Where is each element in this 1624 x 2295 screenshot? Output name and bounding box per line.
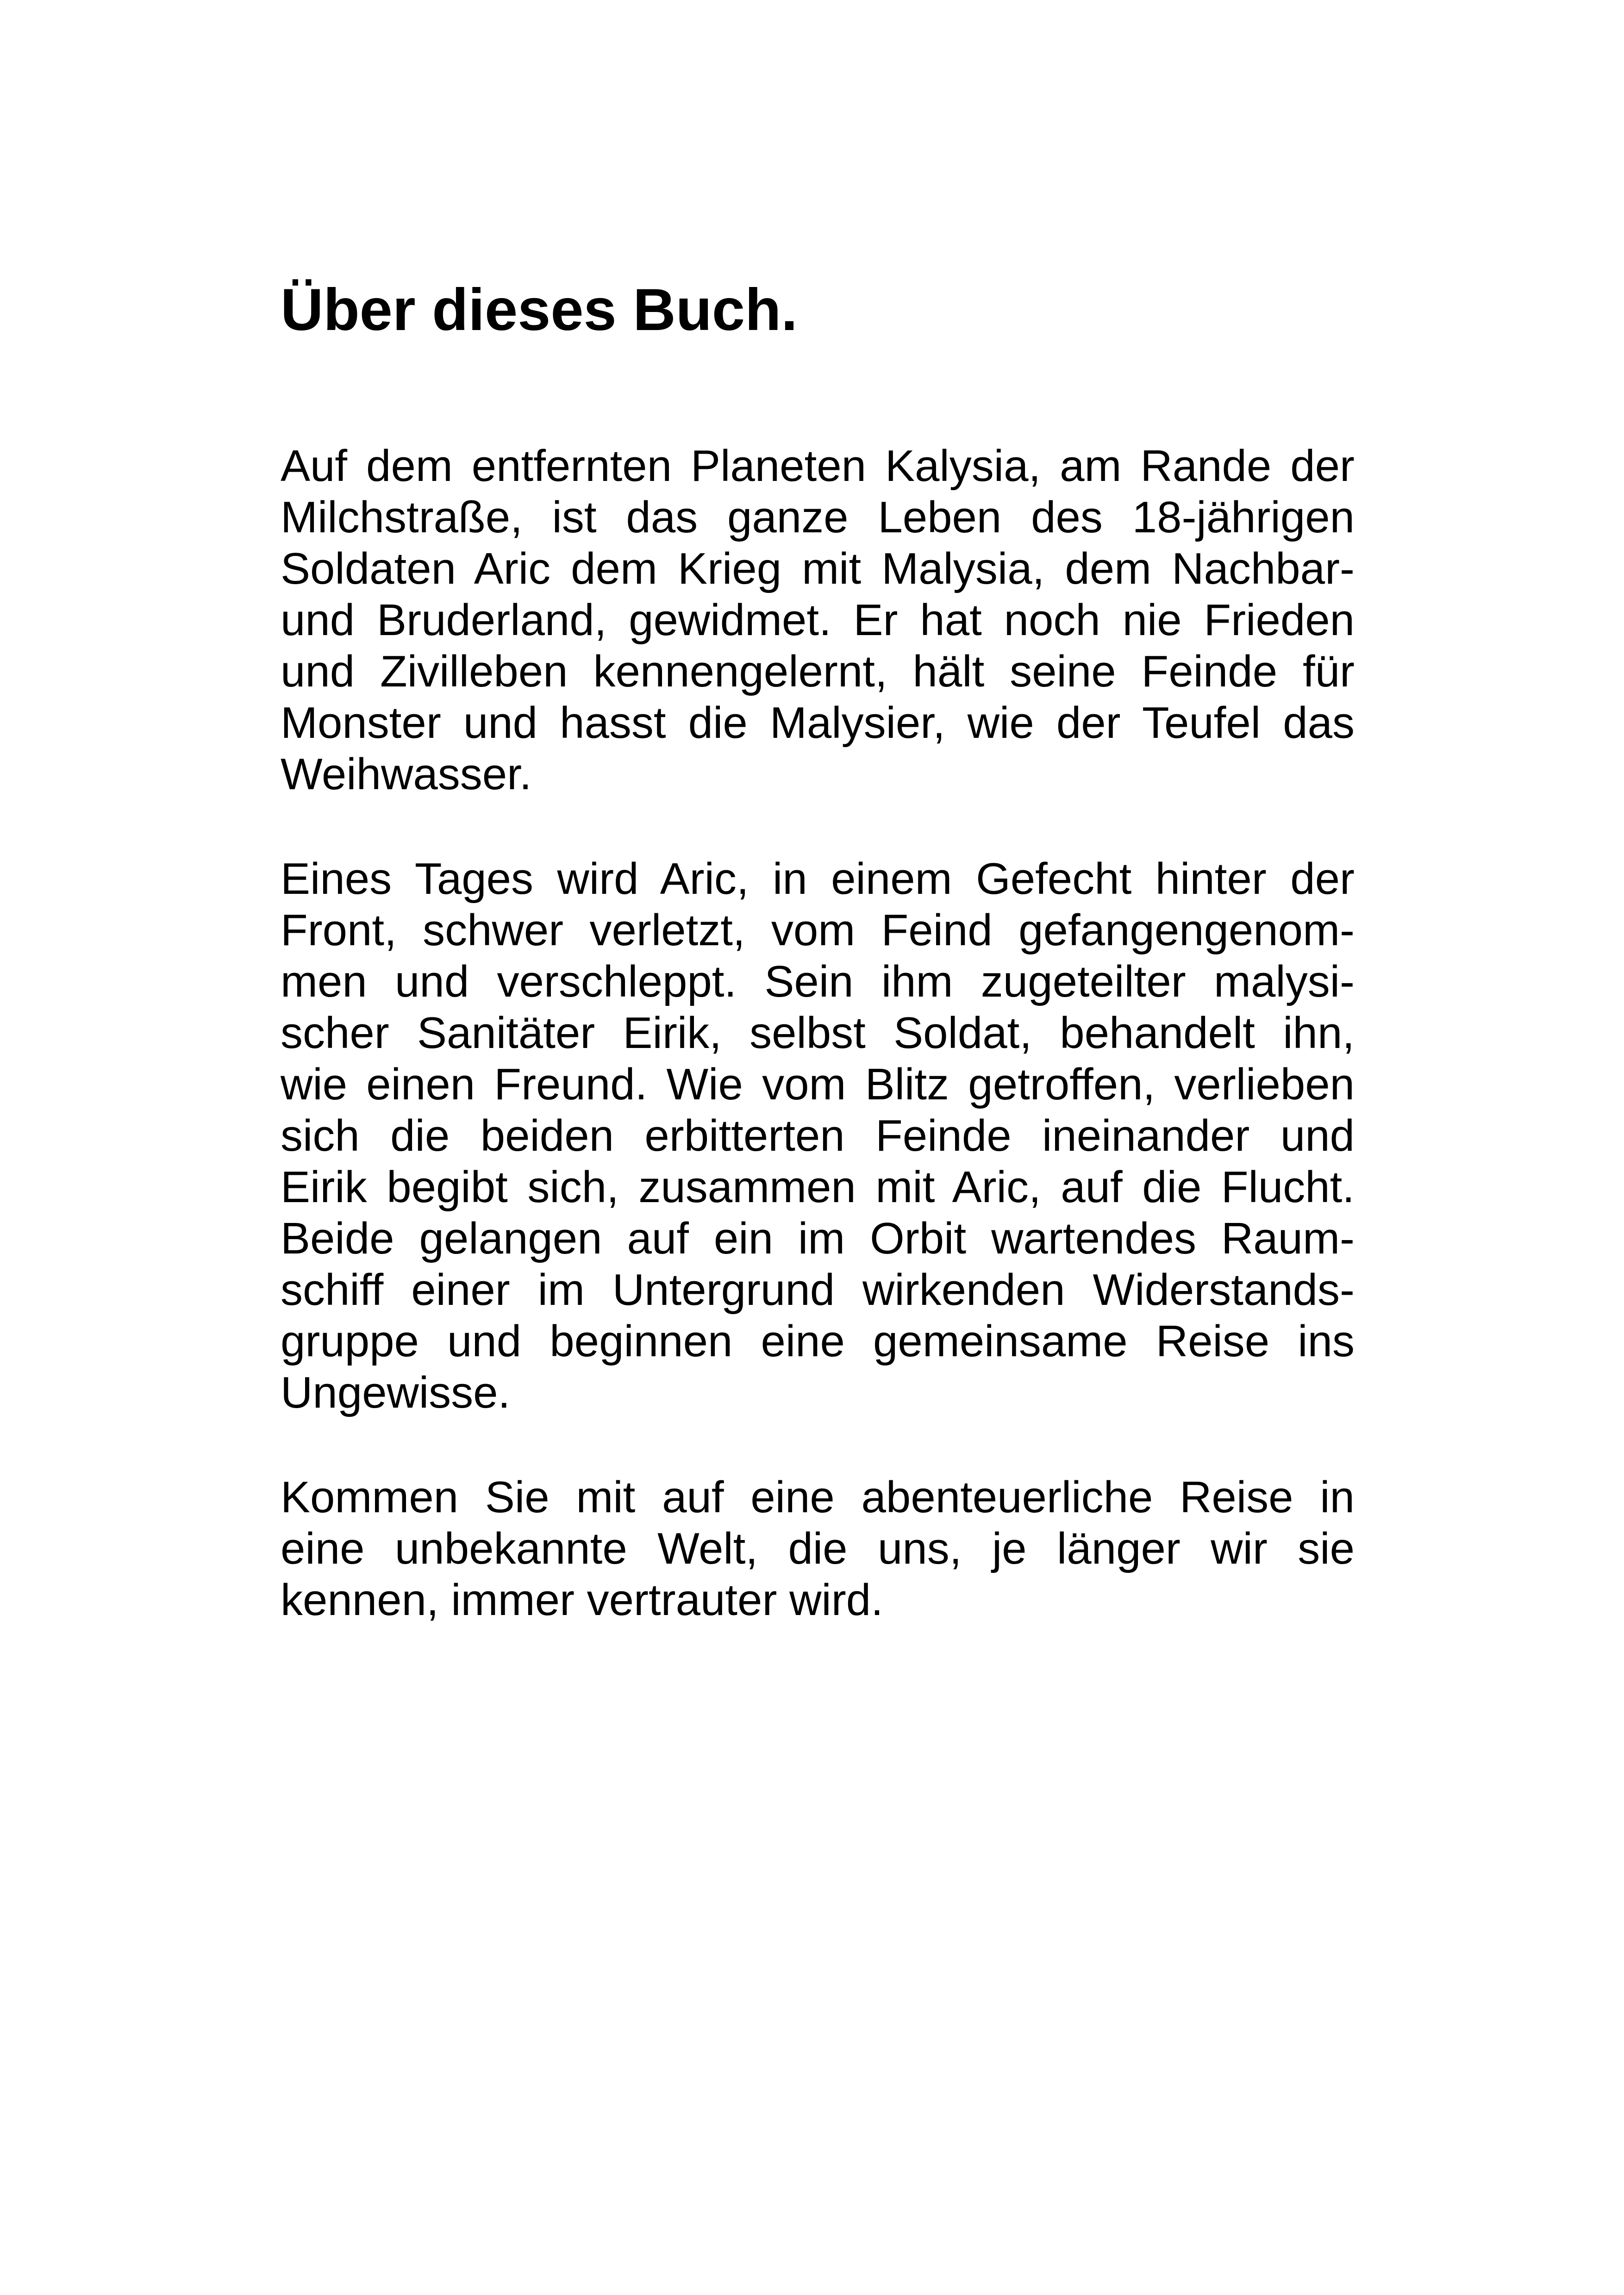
text-line: Weihwasser. bbox=[281, 749, 532, 799]
text-line: schiff einer im Untergrund wirkenden Widerstands- bbox=[281, 1265, 1355, 1315]
text-line: Soldaten Aric dem Krieg mit Malysia, dem Nachbar- bbox=[281, 543, 1355, 593]
text-line: Milchstraße, ist das ganze Leben des 18-jährigen bbox=[281, 492, 1355, 542]
text-line: Eines Tages wird Aric, in einem Gefecht hinter der bbox=[281, 854, 1355, 904]
text-line: gruppe und beginnen eine gemeinsame Reise ins bbox=[281, 1316, 1355, 1366]
text-line: und Zivilleben kennengelernt, hält seine Feinde für bbox=[281, 646, 1355, 696]
text-line: Kommen Sie mit auf eine abenteuerliche Reise in bbox=[281, 1472, 1355, 1522]
paragraph-2 bbox=[281, 853, 1355, 1418]
paragraph-3 bbox=[281, 1472, 1355, 1626]
text-line: Ungewisse. bbox=[281, 1367, 511, 1417]
page-content bbox=[281, 278, 1355, 1679]
text-line: Eirik begibt sich, zusammen mit Aric, auf die Flucht. bbox=[281, 1162, 1355, 1212]
text-line: wie einen Freund. Wie vom Blitz getroffen, verlieben bbox=[281, 1059, 1355, 1109]
text-line: men und verschleppt. Sein ihm zugeteilter malysi- bbox=[281, 956, 1355, 1006]
text-line: scher Sanitäter Eirik, selbst Soldat, behandelt ihn, bbox=[281, 1008, 1355, 1058]
text-line: und Bruderland, gewidmet. Er hat noch nie Frieden bbox=[281, 595, 1355, 645]
text-line: Auf dem entfernten Planeten Kalysia, am Rande der bbox=[281, 441, 1355, 491]
text-line: kennen, immer vertrauter wird. bbox=[281, 1575, 883, 1625]
text-line: Monster und hasst die Malysier, wie der Teufel das bbox=[281, 698, 1355, 748]
text-line: sich die beiden erbitterten Feinde ineinander und bbox=[281, 1110, 1355, 1160]
paragraph-1 bbox=[281, 440, 1355, 800]
page-title: Über dieses Buch. bbox=[281, 277, 798, 343]
text-line: Front, schwer verletzt, vom Feind gefangengenom- bbox=[281, 905, 1355, 955]
text-line: eine unbekannte Welt, die uns, je länger wir sie bbox=[281, 1523, 1355, 1573]
text-line: Beide gelangen auf ein im Orbit wartendes Raum- bbox=[281, 1213, 1355, 1263]
